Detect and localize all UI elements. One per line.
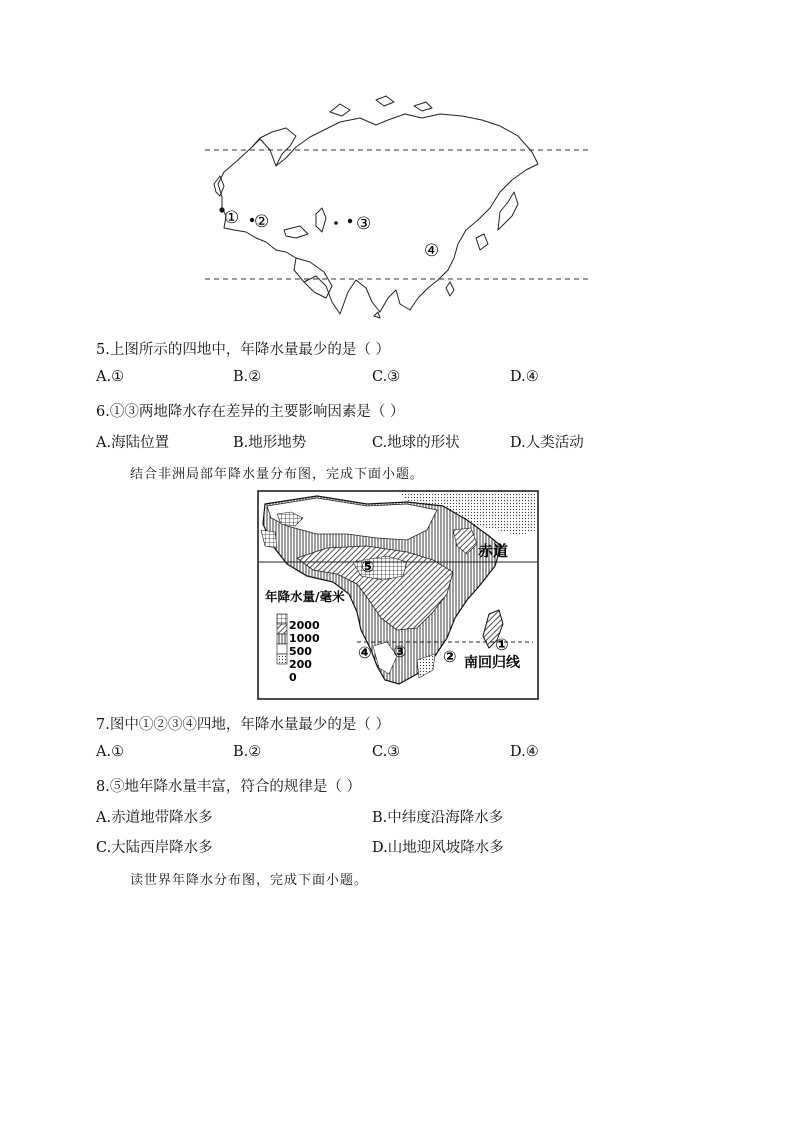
q6-option-d[interactable]: D.人类活动 — [510, 435, 584, 451]
map2-marker-3: ③ — [393, 642, 407, 661]
legend-value-1000: 1000 — [289, 632, 320, 645]
q8-option-d[interactable]: D.山地迎风坡降水多 — [372, 840, 504, 856]
caspian-sea — [316, 208, 326, 232]
legend-value-500: 500 — [289, 645, 312, 658]
q7-option-c[interactable]: C.③ — [372, 744, 401, 760]
q6-option-b[interactable]: B.地形地势 — [233, 435, 307, 451]
tropic-label: 南回归线 — [464, 655, 520, 671]
map2-marker-4: ④ — [358, 643, 372, 662]
world-intro-text: 读世界年降水分布图，完成下面小题。 — [130, 873, 369, 888]
q7-option-b[interactable]: B.② — [233, 744, 262, 760]
legend-title: 年降水量/毫米 — [265, 589, 345, 604]
eurasia-map — [200, 92, 595, 327]
q5-option-c[interactable]: C.③ — [372, 369, 401, 385]
q8-option-c[interactable]: C.大陆西岸降水多 — [96, 840, 213, 856]
map1-marker-4: ④ — [424, 241, 440, 261]
q5-option-b[interactable]: B.② — [233, 369, 262, 385]
question-7-stem: 7.图中①②③④四地，年降水量最少的是（ ） — [96, 717, 390, 733]
question-6-stem: 6.①③两地降水存在差异的主要影响因素是（ ） — [96, 404, 405, 420]
question-5-stem: 5.上图所示的四地中，年降水量最少的是（ ） — [96, 342, 390, 358]
q7-option-a[interactable]: A.① — [96, 744, 125, 760]
q6-option-c[interactable]: C.地球的形状 — [372, 435, 460, 451]
q7-option-d[interactable]: D.④ — [510, 744, 539, 760]
japan-coastline — [498, 192, 518, 230]
legend-value-0: 0 — [289, 671, 297, 684]
map2-marker-5: ⑤ — [361, 557, 375, 576]
map1-marker-1: ① — [224, 208, 240, 228]
legend-value-2000: 2000 — [289, 619, 320, 632]
map2-marker-1: ① — [495, 635, 509, 654]
equator-label: 赤道 — [478, 542, 509, 560]
q5-option-d[interactable]: D.④ — [510, 369, 539, 385]
q5-option-a[interactable]: A.① — [96, 369, 125, 385]
q8-option-a[interactable]: A.赤道地带降水多 — [96, 810, 213, 826]
legend-value-200: 200 — [289, 658, 312, 671]
map1-marker-2: ② — [254, 212, 270, 232]
q8-option-b[interactable]: B.中纬度沿海降水多 — [372, 810, 504, 826]
question-8-stem: 8.⑤地年降水量丰富，符合的规律是（ ） — [96, 779, 361, 795]
q6-option-a[interactable]: A.海陆位置 — [96, 435, 170, 451]
map2-marker-2: ② — [443, 647, 457, 666]
africa-intro-text: 结合非洲局部年降水量分布图，完成下面小题。 — [130, 467, 425, 482]
africa-precipitation-map — [257, 490, 539, 700]
map1-marker-3: ③ — [356, 214, 372, 234]
